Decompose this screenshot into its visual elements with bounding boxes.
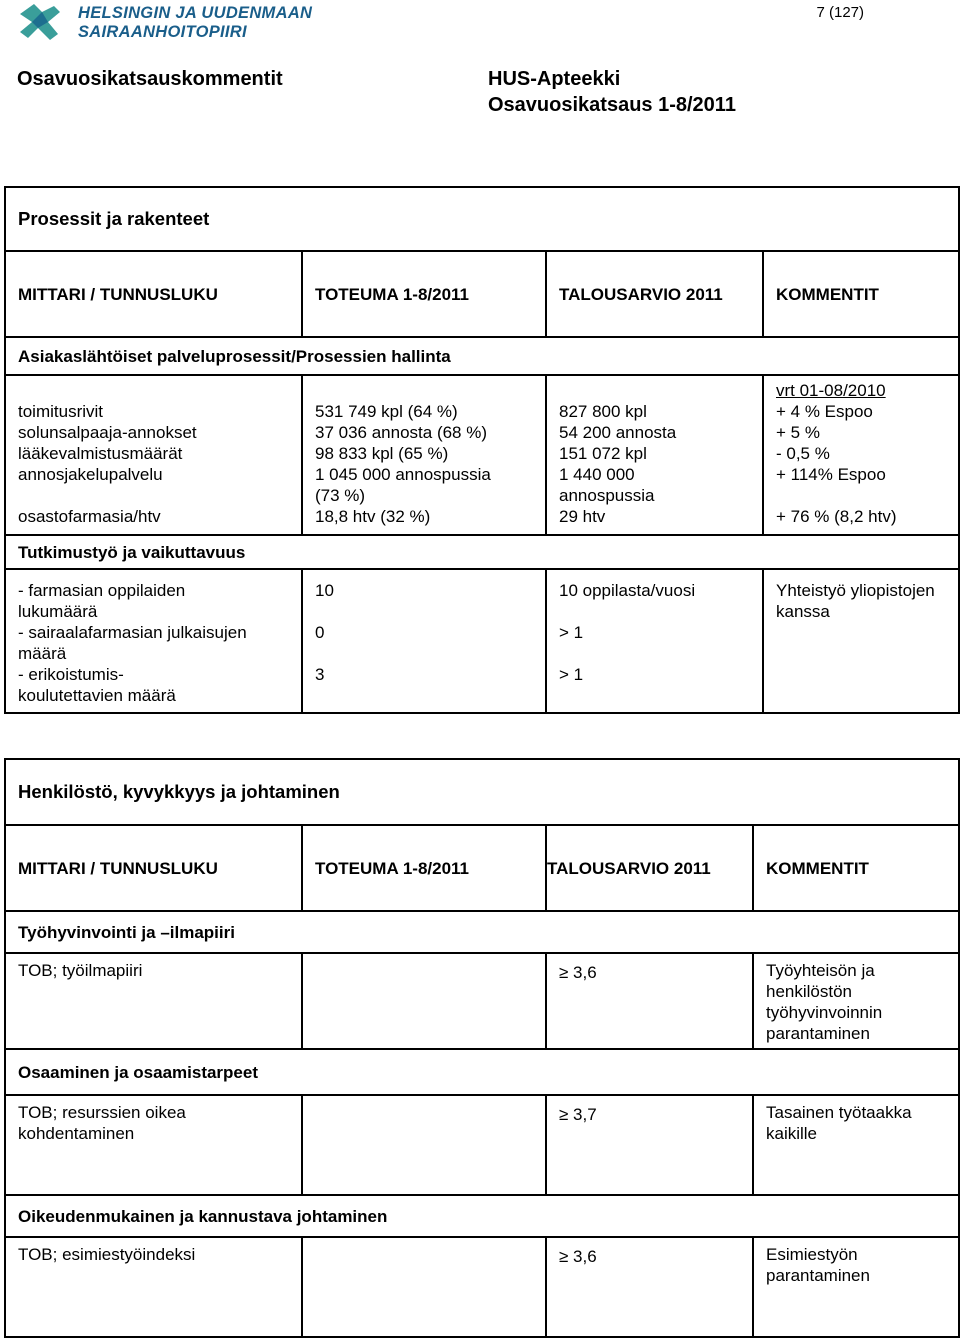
comment-cell [753, 953, 959, 1049]
comment-cell [763, 375, 959, 535]
comment-cell [753, 1095, 959, 1195]
comment-cell [763, 569, 959, 713]
budget-line: ≥ 3,6 [559, 1247, 597, 1266]
budget-cell [546, 953, 753, 1049]
personnel-table [4, 758, 960, 1338]
actual-line: 1 045 000 annospussia [315, 465, 491, 484]
section-title: Henkilöstö, kyvykkyys ja johtaminen [18, 781, 340, 802]
actual-line: 18,8 htv (32 %) [315, 507, 431, 526]
column-header: TALOUSARVIO 2011 [546, 825, 753, 911]
comment-line: - 0,5 % [776, 444, 830, 463]
budget-line: 827 800 kpl [559, 402, 647, 421]
actual-cell [302, 1237, 546, 1337]
actual-cell [302, 375, 546, 535]
comment-line: + 114% Espoo [776, 465, 886, 484]
comment-line: työhyvinvoinnin [766, 1003, 883, 1022]
group-heading: Osaaminen ja osaamistarpeet [5, 1049, 959, 1095]
column-header: MITTARI / TUNNUSLUKU [5, 251, 302, 337]
column-header: TALOUSARVIO 2011 [546, 251, 763, 337]
actual-line: 531 749 kpl (64 %) [315, 402, 458, 421]
process-table [4, 186, 960, 714]
actual-line: 3 [315, 665, 325, 684]
comment-line: parantaminen [766, 1024, 870, 1043]
metric-line: lukumäärä [18, 602, 98, 621]
metric-line: kohdentaminen [18, 1124, 135, 1143]
metric-line: TOB; työilmapiiri [18, 961, 143, 980]
comment-heading: vrt 01-08/2010 [776, 381, 886, 400]
actual-line: 37 036 annosta (68 %) [315, 423, 488, 442]
budget-line: 151 072 kpl [559, 444, 647, 463]
comment-line: + 76 % (8,2 htv) [776, 507, 897, 526]
comment-line: Yhteistyö yliopistojen [776, 581, 935, 600]
budget-line: ≥ 3,6 [559, 963, 597, 982]
comment-line: + 5 % [776, 423, 820, 442]
comment-line: Työyhteisön ja [766, 961, 875, 980]
column-header: TOTEUMA 1-8/2011 [302, 825, 546, 911]
cross-logo-icon [14, 0, 64, 44]
comment-line: henkilöstön [766, 982, 853, 1001]
metric-line: osastofarmasia/htv [18, 507, 161, 526]
group-heading: Työhyvinvointi ja –ilmapiiri [5, 911, 959, 953]
metric-line: - erikoistumis- [18, 665, 124, 684]
group-heading: Asiakaslähtöiset palveluprosessit/Prosessien hallinta [5, 337, 959, 375]
comment-line: kanssa [776, 602, 830, 621]
metric-line: - sairaalafarmasian julkaisujen [18, 623, 247, 642]
actual-line: 0 [315, 623, 325, 642]
metric-line: solunsalpaaja-annokset [18, 423, 197, 442]
report-title: Osavuosikatsaus 1-8/2011 [488, 94, 736, 116]
comment-line: parantaminen [766, 1266, 870, 1285]
column-header: TOTEUMA 1-8/2011 [302, 251, 546, 337]
column-header: MITTARI / TUNNUSLUKU [5, 825, 302, 911]
section-title-cell [5, 759, 959, 825]
actual-line: 98 833 kpl (65 %) [315, 444, 449, 463]
actual-line: 10 [315, 581, 334, 600]
budget-cell [546, 1095, 753, 1195]
budget-line: 10 oppilasta/vuosi [559, 581, 696, 600]
metric-line: toimitusrivit [18, 402, 104, 421]
metric-line: määrä [18, 644, 67, 663]
comment-cell [753, 1237, 959, 1337]
budget-line: 1 440 000 [559, 465, 635, 484]
section-title: Prosessit ja rakenteet [18, 208, 210, 229]
column-header: KOMMENTIT [753, 825, 959, 911]
metric-cell [5, 1095, 302, 1195]
budget-line: ≥ 3,7 [559, 1105, 597, 1124]
comment-line: kaikille [766, 1124, 818, 1143]
budget-line: 29 htv [559, 507, 606, 526]
metric-line: annosjakelupalvelu [18, 465, 163, 484]
budget-cell [546, 1237, 753, 1337]
column-header: KOMMENTIT [763, 251, 959, 337]
metric-cell [5, 569, 302, 713]
org-name-line2: SAIRAANHOITOPIIRI [78, 23, 247, 41]
budget-line: > 1 [559, 665, 584, 684]
metric-line: - farmasian oppilaiden [18, 581, 186, 600]
page-number: 7 (127) [816, 4, 864, 21]
budget-line: 54 200 annosta [559, 423, 677, 442]
org-name-line1: HELSINGIN JA UUDENMAAN [78, 4, 313, 22]
metric-cell [5, 1237, 302, 1337]
comment-line: + 4 % Espoo [776, 402, 873, 421]
actual-cell [302, 569, 546, 713]
hus-logo [14, 0, 314, 44]
metric-line: koulutettavien määrä [18, 686, 176, 705]
budget-line: > 1 [559, 623, 584, 642]
actual-line: (73 %) [315, 486, 366, 505]
actual-cell [302, 1095, 546, 1195]
comment-line: Tasainen työtaakka [766, 1103, 912, 1122]
metric-line: TOB; resurssien oikea [18, 1103, 186, 1122]
metric-cell [5, 953, 302, 1049]
metric-line: lääkevalmistusmäärät [18, 444, 183, 463]
group-heading: Tutkimustyö ja vaikuttavuus [5, 535, 959, 569]
budget-cell [546, 375, 763, 535]
actual-cell [302, 953, 546, 1049]
unit-title: HUS-Apteekki [488, 68, 621, 90]
group-heading: Oikeudenmukainen ja kannustava johtaminen [5, 1195, 959, 1237]
document-title: Osavuosikatsauskommentit [17, 68, 283, 90]
metric-cell [5, 375, 302, 535]
budget-line: annospussia [559, 486, 655, 505]
metric-line: TOB; esimiestyöindeksi [18, 1245, 196, 1264]
section-title-cell [5, 187, 959, 251]
comment-line: Esimiestyön [766, 1245, 858, 1264]
budget-cell [546, 569, 763, 713]
